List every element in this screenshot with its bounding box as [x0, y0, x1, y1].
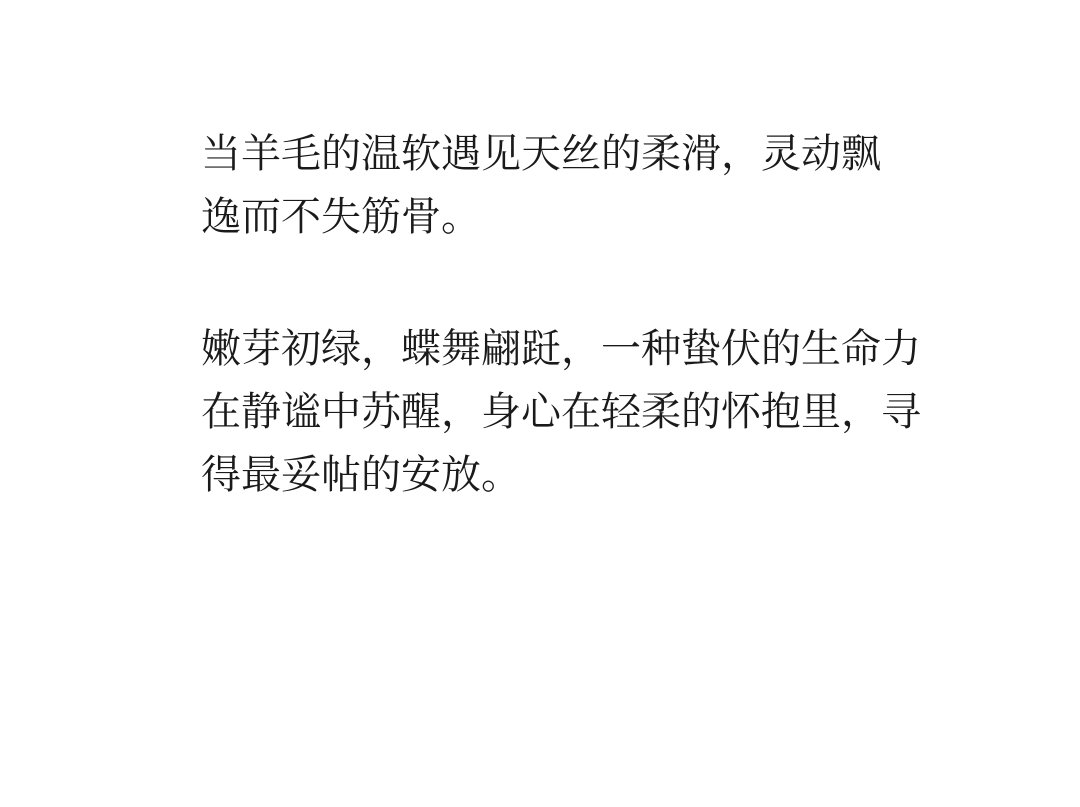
paragraph-1	[201, 123, 921, 249]
paragraph-2-line-3: 得最妥帖的安放。	[201, 453, 521, 497]
paragraph-1-line-2: 逸而不失筋骨。	[201, 195, 481, 239]
description-text-block	[201, 123, 921, 507]
paragraph-1-line-1: 当羊毛的温软遇见天丝的柔滑，灵动飘	[201, 132, 881, 176]
paragraph-2-line-1: 嫩芽初绿，蝶舞翩跹，一种蛰伏的生命力	[201, 327, 921, 371]
paragraph-2-line-2: 在静谧中苏醒，身心在轻柔的怀抱里，寻	[201, 390, 921, 434]
paragraph-2	[201, 318, 921, 507]
